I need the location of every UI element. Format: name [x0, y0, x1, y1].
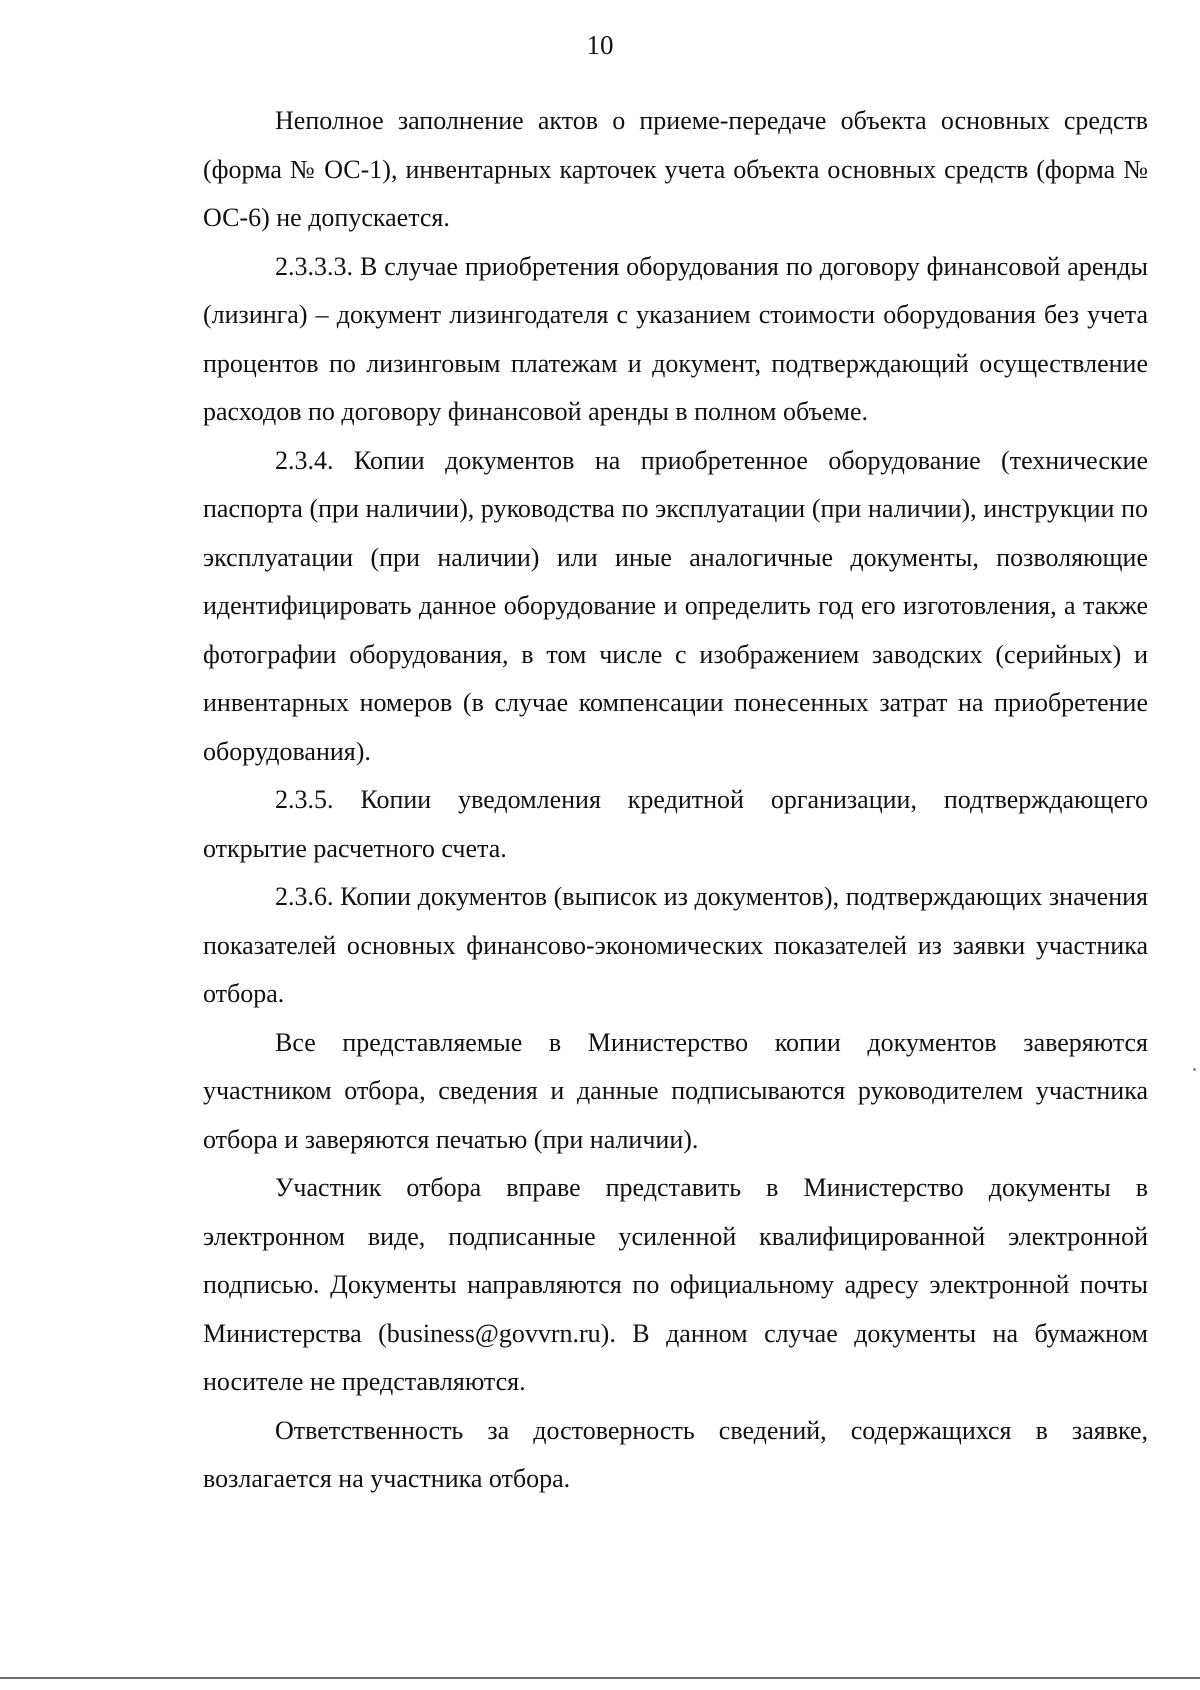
paragraph-2-3-4-equipment-documents: 2.3.4. Копии документов на приобретенное оборудование (технические паспорта (при наличии), руководства по эксплуатации (при наличии), инструкции по эксплуатации (при наличии) или иные аналогичные документы, позволяющие идентифицировать данное оборудование и определить год его изготовления, а также фотографии оборудования, в том числе с изображением заводских (серийных) и инвентарных номеров (в случае компенсации понесенных затрат на приобретение оборудования). — [203, 445, 1148, 766]
paragraph-responsibility: Ответственность за достоверность сведений, содержащихся в заявке, возлагается на участника отбора. — [203, 1415, 1148, 1493]
paragraph-2-3-6-financial-indicators: 2.3.6. Копии документов (выписок из документов), подтверждающих значения показателей основных финансово-экономических показателей из заявки участника отбора. — [203, 882, 1148, 1008]
paragraph-incomplete-acts: Неполное заполнение актов о приеме-передаче объекта основных средств (форма № ОС-1), инвентарных карточек учета объекта основных средств (форма № ОС-6) не допускается. — [203, 106, 1148, 232]
bottom-scan-edge — [0, 1677, 1200, 1679]
paragraph-2-3-5-bank-notice: 2.3.5. Копии уведомления кредитной организации, подтверждающего открытие расчетного счета. — [203, 785, 1148, 863]
paragraph-certification: Все представляемые в Министерство копии документов заверяются участником отбора, сведения и данные подписываются руководителем участника отбора и заверяются печатью (при наличии). — [203, 1027, 1148, 1154]
paragraph-electronic-submission: Участник отбора вправе представить в Министерство документы в электронном виде, подписанные усиленной квалифицированной электронной подписью. Документы направляются по официальному адресу электронной почты Министерства (business@govvrn.ru). В данном случае документы на бумажном носителе не представляются. — [203, 1173, 1148, 1396]
page-number: 10 — [586, 30, 614, 60]
paragraph-2-3-3-3-leasing: 2.3.3.3. В случае приобретения оборудования по договору финансовой аренды (лизинга) – документ лизингодателя с указанием стоимости оборудования без учета процентов по лизинговым платежам и документ, подтверждающий осуществление расходов по договору финансовой аренды в полном объеме. — [203, 251, 1148, 426]
document-body — [203, 97, 1148, 1504]
scan-speck — [1193, 1068, 1196, 1071]
